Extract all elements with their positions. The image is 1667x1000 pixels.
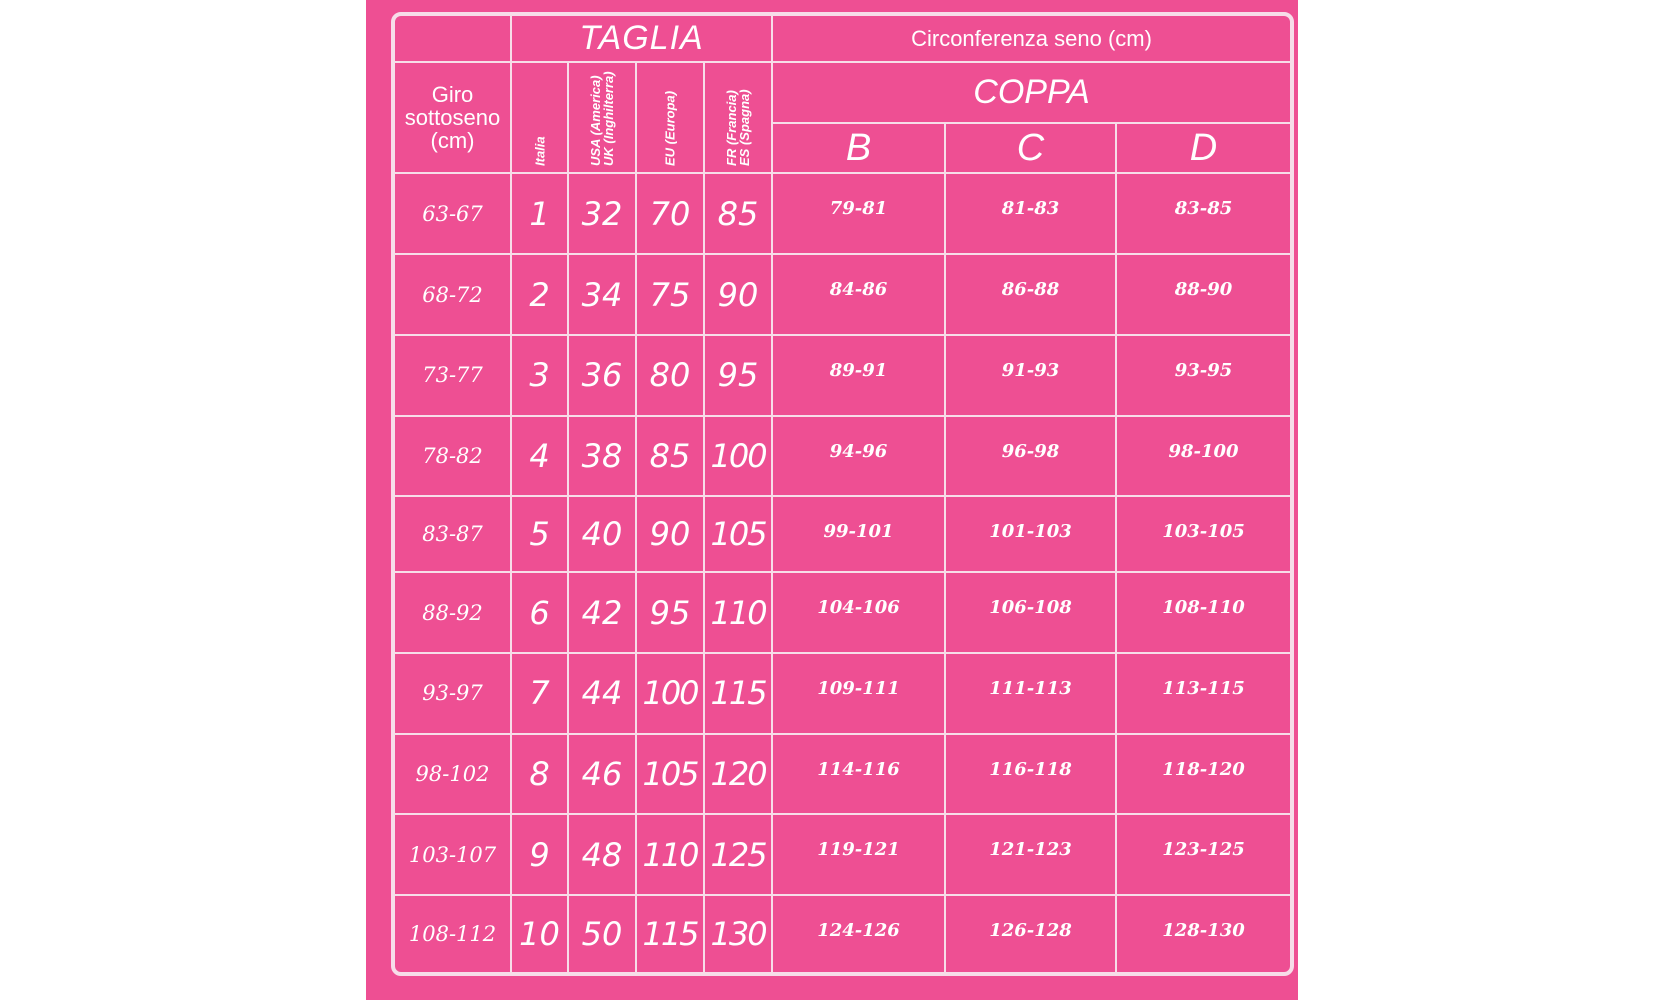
- italia-size-cell: 2: [511, 254, 568, 335]
- cup-c-range-cell: 126-128: [945, 895, 1116, 972]
- cup-d-range-cell: 88-90: [1116, 254, 1290, 335]
- cup-b-range-cell: 114-116: [772, 734, 945, 815]
- usa-uk-size-cell: 36: [568, 335, 636, 416]
- cup-c-range-cell: 81-83: [945, 173, 1116, 254]
- italia-size-cell: 8: [511, 734, 568, 815]
- cup-b-range-cell: 94-96: [772, 416, 945, 497]
- italia-size-cell: 6: [511, 572, 568, 653]
- fr-es-size-cell: 105: [704, 496, 772, 572]
- fr-es-size-cell: 110: [704, 572, 772, 653]
- cup-d-range-cell: 98-100: [1116, 416, 1290, 497]
- usa-uk-size-cell: 34: [568, 254, 636, 335]
- usa-uk-size-cell: 44: [568, 653, 636, 734]
- usa-uk-size-cell: 48: [568, 814, 636, 895]
- giro-line-1: Giro: [431, 82, 474, 108]
- fr-es-label: FR (Francia) ES (Spagna): [724, 89, 753, 167]
- eu-size-cell: 85: [636, 416, 704, 497]
- cup-d-range-cell: 123-125: [1116, 814, 1290, 895]
- fr-es-size-cell: 125: [704, 814, 772, 895]
- eu-size-cell: 70: [636, 173, 704, 254]
- taglia-header: TAGLIA: [511, 16, 772, 62]
- eu-size-cell: 80: [636, 335, 704, 416]
- underbust-cell: 98-102: [395, 734, 511, 815]
- eu-size-cell: 90: [636, 496, 704, 572]
- italia-size-cell: 3: [511, 335, 568, 416]
- cup-d-range-cell: 113-115: [1116, 653, 1290, 734]
- underbust-cell: 93-97: [395, 653, 511, 734]
- fr-es-size-cell: 90: [704, 254, 772, 335]
- cup-d-range-cell: 128-130: [1116, 895, 1290, 972]
- underbust-cell: 83-87: [395, 496, 511, 572]
- cup-c-range-cell: 101-103: [945, 496, 1116, 572]
- coppa-header: COPPA: [772, 62, 1290, 123]
- italia-label: Italia: [532, 136, 547, 167]
- cup-d-range-cell: 93-95: [1116, 335, 1290, 416]
- underbust-cell: 68-72: [395, 254, 511, 335]
- eu-size-cell: 100: [636, 653, 704, 734]
- cup-d-range-cell: 118-120: [1116, 734, 1290, 815]
- cup-b-range-cell: 99-101: [772, 496, 945, 572]
- cup-d-header: D: [1116, 123, 1290, 173]
- cup-b-header: B: [772, 123, 945, 173]
- cup-b-range-cell: 124-126: [772, 895, 945, 972]
- italia-size-cell: 1: [511, 173, 568, 254]
- table-frame: [391, 12, 1294, 976]
- cup-c-header: C: [945, 123, 1116, 173]
- italia-size-cell: 5: [511, 496, 568, 572]
- cup-c-range-cell: 96-98: [945, 416, 1116, 497]
- fr-es-size-cell: 85: [704, 173, 772, 254]
- underbust-cell: 108-112: [395, 895, 511, 972]
- fr-es-size-cell: 95: [704, 335, 772, 416]
- eu-size-cell: 110: [636, 814, 704, 895]
- eu-size-cell: 115: [636, 895, 704, 972]
- usa-uk-size-cell: 32: [568, 173, 636, 254]
- cup-d-range-cell: 83-85: [1116, 173, 1290, 254]
- fr-es-size-cell: 130: [704, 895, 772, 972]
- cup-b-range-cell: 89-91: [772, 335, 945, 416]
- cup-c-range-cell: 106-108: [945, 572, 1116, 653]
- fr-es-size-cell: 120: [704, 734, 772, 815]
- cup-b-range-cell: 79-81: [772, 173, 945, 254]
- cup-b-range-cell: 119-121: [772, 814, 945, 895]
- underbust-cell: 103-107: [395, 814, 511, 895]
- eu-size-cell: 105: [636, 734, 704, 815]
- usa-uk-label: USA (America) UK (Inghilterra): [588, 71, 616, 167]
- eu-size-cell: 75: [636, 254, 704, 335]
- cup-c-range-cell: 116-118: [945, 734, 1116, 815]
- giro-line-3: (cm): [430, 128, 475, 154]
- italia-size-cell: 10: [511, 895, 568, 972]
- eu-label: EU (Europa): [662, 91, 678, 167]
- cup-c-range-cell: 91-93: [945, 335, 1116, 416]
- cup-c-range-cell: 121-123: [945, 814, 1116, 895]
- cup-b-range-cell: 84-86: [772, 254, 945, 335]
- circonferenza-header: Circonferenza seno (cm): [772, 16, 1290, 62]
- usa-uk-size-cell: 42: [568, 572, 636, 653]
- italia-size-cell: 4: [511, 416, 568, 497]
- underbust-cell: 88-92: [395, 572, 511, 653]
- underbust-cell: 78-82: [395, 416, 511, 497]
- eu-size-cell: 95: [636, 572, 704, 653]
- cup-c-range-cell: 86-88: [945, 254, 1116, 335]
- giro-line-2: sottoseno: [404, 105, 501, 131]
- cup-b-range-cell: 104-106: [772, 572, 945, 653]
- underbust-cell: 73-77: [395, 335, 511, 416]
- italia-size-cell: 7: [511, 653, 568, 734]
- fr-es-size-cell: 100: [704, 416, 772, 497]
- usa-uk-size-cell: 38: [568, 416, 636, 497]
- usa-uk-size-cell: 40: [568, 496, 636, 572]
- usa-uk-size-cell: 46: [568, 734, 636, 815]
- cup-d-range-cell: 108-110: [1116, 572, 1290, 653]
- underbust-cell: 63-67: [395, 173, 511, 254]
- cup-b-range-cell: 109-111: [772, 653, 945, 734]
- cup-d-range-cell: 103-105: [1116, 496, 1290, 572]
- italia-size-cell: 9: [511, 814, 568, 895]
- fr-es-size-cell: 115: [704, 653, 772, 734]
- usa-uk-size-cell: 50: [568, 895, 636, 972]
- cup-c-range-cell: 111-113: [945, 653, 1116, 734]
